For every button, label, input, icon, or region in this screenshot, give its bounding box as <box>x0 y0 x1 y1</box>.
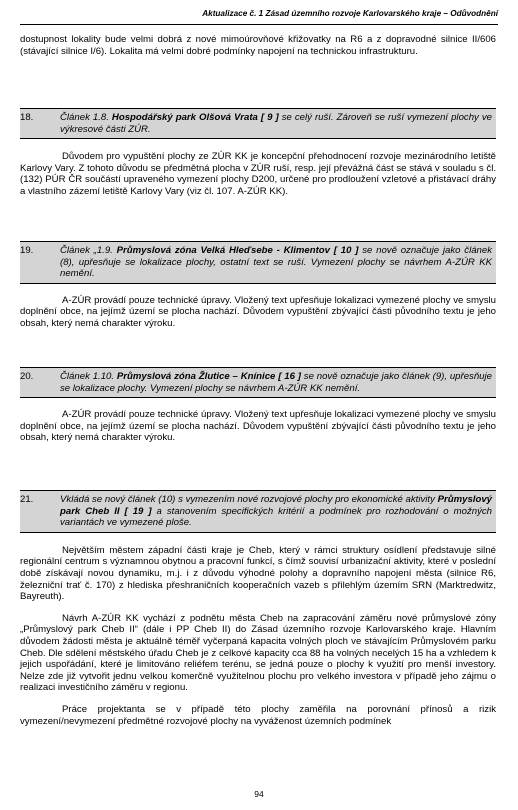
heading-bold: Průmyslová zóna Velká Hleďsebe - Klimentov [ 10 ] <box>116 245 359 256</box>
heading-pre: Článek 1.10. <box>60 371 117 382</box>
article-heading-box <box>20 241 496 284</box>
heading-pre: Vkládá se nový článek (10) s vymezením nové rozvojové plochy pro ekonomické aktivity <box>60 494 438 505</box>
heading-bold: Průmyslový park Cheb II [ 19 ] <box>60 494 492 517</box>
article-heading-box <box>20 108 496 139</box>
page-number: 94 <box>254 789 264 799</box>
article-20-block <box>20 367 496 444</box>
heading-post: se nově označuje jako článek (9), upřesňuje se lokalizace plochy. Vymezení plochy se návrhem A-ZÚR KK nemění. <box>60 371 492 394</box>
article-heading-text <box>60 245 492 280</box>
heading-pre: Článek 1.8. <box>60 112 112 123</box>
intro-paragraph: dostupnost lokality bude velmi dobrá z nové mimoúrovňové křižovatky na R6 a z dopravodné silnice II/606 (stávající silnice I/6). Lokalita má velmi dobré podmínky napojení na technickou infrastrukturu. <box>20 34 496 57</box>
article-number: 21. <box>20 494 34 505</box>
heading-pre: Článek „1.9. <box>60 245 117 256</box>
article-paragraph: A-ZÚR provádí pouze technické úpravy. Vložený text upřesňuje lokalizaci vymezené plochy ve smyslu doplnění obce, na jejímž území se plocha nachází. Důvodem vypuštění zbývající části původního textu je jeho obsah, který nemá charakter výroku. <box>20 294 496 329</box>
heading-post: se celý ruší. Zároveň se ruší vymezení plochy ve výkresové části ZÚR. <box>60 112 492 135</box>
article-paragraph: Největším městem západní části kraje je Cheb, který v rámci struktury osídlení představuje silné regionální centrum s významnou obytnou a pracovní funkcí, s čímž souvisí urbanizační aktivity, které v poslední době získávají novou dynamiku, m.j. i z důvodu výhodné polohy a dopravního napojení města (silnice R6, železniční trať č. 170) z hlediska přeshraničních kooperačních vazeb s přilehlým územím SRN (Marktredwitz, Bayreuth). <box>20 544 496 603</box>
article-number: 18. <box>20 112 34 123</box>
article-heading-box <box>20 367 496 398</box>
article-heading-text <box>60 371 492 394</box>
article-number: 19. <box>20 245 34 256</box>
article-21-block <box>20 490 496 727</box>
article-18-block <box>20 108 496 198</box>
article-19-block <box>20 241 496 330</box>
article-heading-text <box>60 494 492 529</box>
article-number: 20. <box>20 371 34 382</box>
heading-post: se nově označuje jako článek (8), upřesňuje se lokalizace plochy, ostatní text se ruší. Vymezení plochy se návrhem A-ZÚR KK nemění. <box>60 245 492 280</box>
article-paragraph: Důvodem pro vypuštění plochy ze ZÚR KK je koncepční přehodnocení rozvoje mezinárodního letiště Karlovy Vary. Z tohoto důvodu se předmětná plocha v ZÚR ruší, resp. její převážná část se stává v souladu s čl. (132) PÚR ČR součástí upraveného vymezení plochy D200, určené pro prodloužení vzletové a přistávací dráhy a vlastního zázemí letiště Karlovy Vary (viz čl. 107. A-ZÚR KK). <box>20 151 496 197</box>
article-heading-box <box>20 490 496 533</box>
article-heading-text <box>60 112 492 135</box>
heading-bold: Průmyslová zóna Žlutice – Knínice [ 16 ] <box>116 371 301 382</box>
article-paragraph: A-ZÚR provádí pouze technické úpravy. Vložený text upřesňuje lokalizaci vymezené plochy ve smyslu doplnění obce, na jejímž území se plocha nachází. Důvodem vypuštění zbývající části původního textu je jeho obsah, který nemá charakter výroku. <box>20 409 496 444</box>
heading-post: a stanovením specifických kritérií a podmínek pro rozhodování o možných variantách ve vymezené ploše. <box>60 505 493 529</box>
heading-bold: Hospodářský park Olšová Vrata [ 9 ] <box>111 112 279 123</box>
article-paragraph: Práce projektanta se v případě této plochy zaměřila na porovnání přínosů a rizik vymezení/nevymezení předmětné rozvojové plochy na vyváženost územních podmínek <box>20 703 496 727</box>
running-header <box>20 8 498 25</box>
intro-paragraph-block <box>20 34 496 57</box>
article-paragraph: Návrh A-ZÚR KK vychází z podnětu města Cheb na zapracování záměru nové průmyslové zóny „Průmyslový park Cheb II“ (dále i PP Cheb II) do Zásad územního rozvoje Karlovarského kraje. Hlavním důvodem žádosti města je aktuálně téměř vyčerpaná kapacita volných ploch ve stávajícím Průmyslovém parku Cheb. Dle sdělení městského úřadu Cheb je z celkové kapacity cca 88 ha volných necelých 15 ha a vzhledem k jejich uspořádání, které je limitováno reliéfem terénu, se jedná pouze o plochy k využití pro menší investory. Nelze zde již vytvořit jednu velkou komerčně využitelnou plochu pro velkého investora v případě jeho zájmu o realizaci investičního záměru v regionu. <box>20 612 496 694</box>
running-title: Aktualizace č. 1 Zásad územního rozvoje Karlovarského kraje – Odůvodnění <box>202 9 498 18</box>
